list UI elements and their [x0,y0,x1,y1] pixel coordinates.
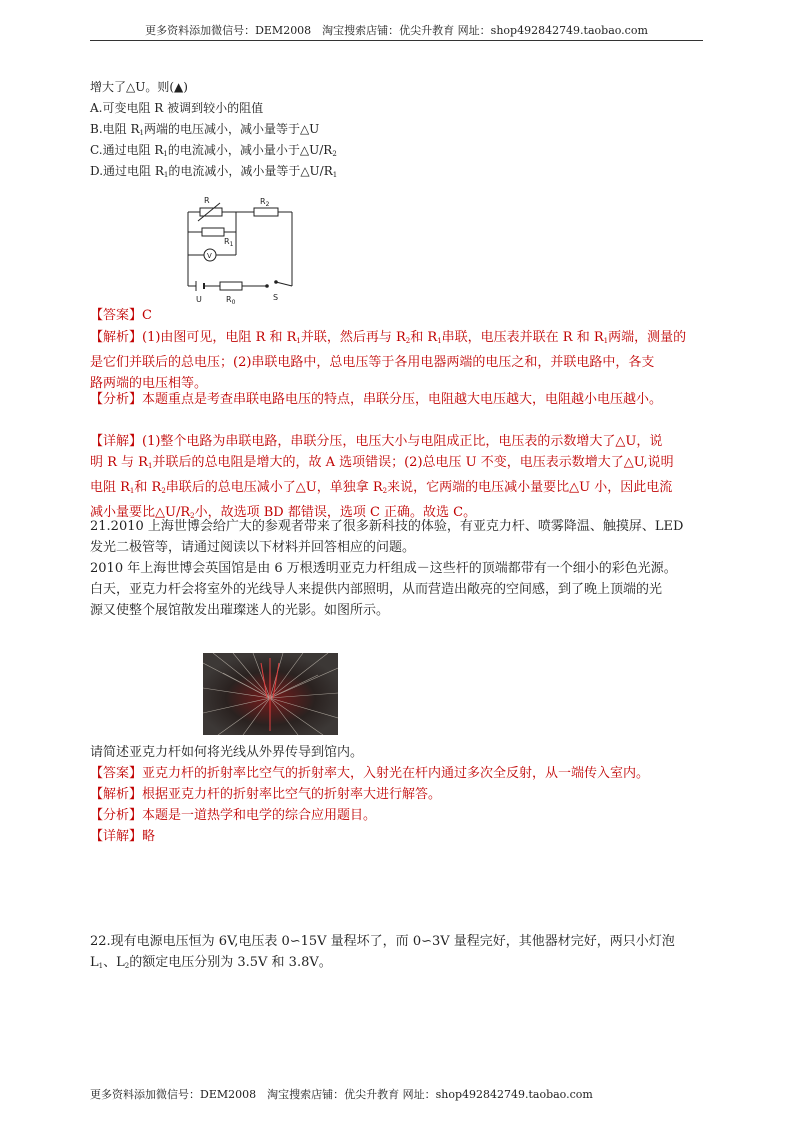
q20-fenxi: 【分析】本题重点是考查串联电路电压的特点，串联分压，电阻越大电压越大，电阻越小电压越小。 [90,392,663,407]
fenxi-tag: 【分析】 [90,392,143,407]
q20-option-b: B.电阻 $R_1$两端的电压减小，减小量等于△U [90,122,320,137]
q20-stem-end: 增大了△U。则(▲) [90,80,188,94]
q21-stem: 21.2010 上海世博会给广大的参观者带来了很多新科技的体验，有亚克力杆、喷雾降温、触摸屏、LED 发光二极管等，请通过阅读以下材料并回答相应的问题。 2010 年上海世博会英国馆是由 6 万根透明亚克力杆组成－这些杆的顶端都带有一个细小的彩色光源。 白天，亚克力杆会将室外的光线导人来提供内部照明，从而营造出敞亮的空间感，到了晚上顶端的光 源又使整个展馆散发出璀璨迷人的光影。如图所示。 [90,519,684,618]
q20-answer: 【答案】C [90,308,152,323]
q20-detail: 【详解】(1)整个电路为串联电路，串联分压，电压大小与电阻成正比，电压表的示数增大了△U，说 明 R 与 $R_1$并联后的总电阻是增大的，故 A 选项错误；(2)总电压 U 不变，电压表示数增大了△U,说明 电阻 $R_1$和 $R_2$串联后的总电压减小了△U，单独拿 $R_2$来说，它两端的电压减小量要比△U 小，因此电流 减小量要比$\triangle U/R_2$小，故选项 BD 都错误，选项 C 正确。故选 C。 [90,434,674,520]
q20-option-c: C.通过电阻 $R_1$的电流减小，减小量小于$\triangle U/R_2$ [90,143,337,158]
label-switch: S [273,293,279,302]
q20-option-d: D.通过电阻 $R_1$的电流减小，减小量等于$\triangle U/R_1$ [90,164,338,179]
q21-answer: 【答案】亚克力杆的折射率比空气的折射率大，入射光在杆内通过多次全反射，从一端传入室内。 [90,766,650,781]
label-u: U [196,295,202,304]
analysis-tag: 【解析】 [90,330,143,345]
q20-option-a: A.可变电阻 R 被调到较小的阻值 [90,101,264,115]
page-header: 更多资料添加微信号：DEM2008 淘宝搜索店铺：优尖升教育 网址：shop492842749.taobao.com [90,22,703,41]
answer-tag: 【答案】 [90,308,143,323]
page-footer: 更多资料添加微信号：DEM2008 淘宝搜索店铺：优尖升教育 网址：shop492842749.taobao.com [90,1088,593,1101]
q21-analysis: 【解析】根据亚克力杆的折射率比空气的折射率大进行解答。 [90,787,442,802]
q22-stem: 22.现有电源电压恒为 6V,电压表 0∽15V 量程坏了，而 0∽3V 量程完好，其他器材完好，两只小灯泡 $L_1$、$L_2$的额定电压分别为 3.5V 和 3.8V。 [90,934,675,970]
label-r2: $R_2$ [260,197,270,208]
detail-tag: 【详解】 [90,434,143,449]
q21-question: 请简述亚克力杆如何将光线从外界传导到馆内。 [90,745,364,760]
label-voltmeter: V [207,252,212,260]
q21-detail: 【详解】略 [90,829,156,844]
label-r0: $R_0$ [226,295,236,304]
label-r: R [204,196,210,205]
q21-fenxi: 【分析】本题是一道热学和电学的综合应用题目。 [90,808,377,823]
q20-analysis: 【解析】(1)由图可见，电阻 R 和 $R_1$并联，然后再与 $R_2$和 $R_1$串联，电压表并联在 R 和 $R_1$两端，测量的 是它们并联后的总电压；(2)串联电路中，总电压等于各用电器两端的电压之和，并联电路中，各支 路两端的电压相等。 [90,330,687,391]
circuit-diagram [180,192,300,304]
acrylic-rods-photo [203,653,338,735]
label-r1: $R_1$ [224,237,234,248]
